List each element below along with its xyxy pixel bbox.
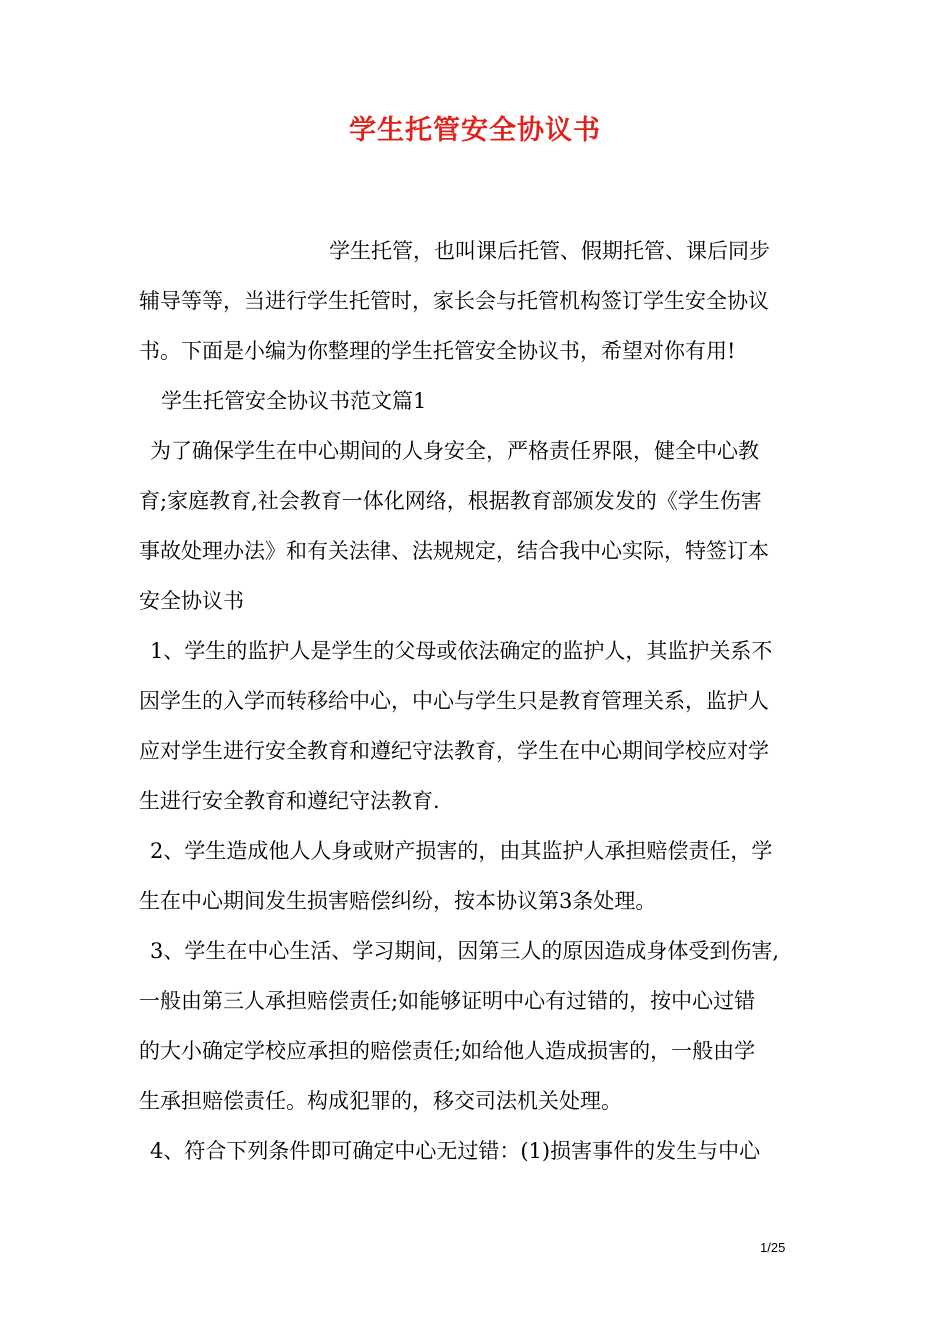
paragraph-line: 4、符合下列条件即可确定中心无过错：(1)损害事件的发生与中心: [150, 1139, 761, 1163]
paragraph-line: 生在中心期间发生损害赔偿纠纷，按本协议第3条处理。: [139, 889, 657, 913]
paragraph-line: 事故处理办法》和有关法律、法规规定，结合我中心实际，特签订本: [139, 539, 769, 563]
paragraph-line: 因学生的入学而转移给中心，中心与学生只是教育管理关系，监护人: [139, 689, 769, 713]
paragraph-line: 一般由第三人承担赔偿责任;如能够证明中心有过错的，按中心过错: [139, 989, 756, 1013]
paragraph-line: 书。下面是小编为你整理的学生托管安全协议书，希望对你有用!: [139, 339, 736, 363]
paragraph-line: 1、学生的监护人是学生的父母或依法确定的监护人，其监护关系不: [150, 639, 773, 663]
paragraph-line: 生进行安全教育和遵纪守法教育.: [139, 789, 440, 813]
paragraph-line: 3、学生在中心生活、学习期间，因第三人的原因造成身体受到伤害,: [150, 939, 780, 963]
paragraph-line: 应对学生进行安全教育和遵纪守法教育，学生在中心期间学校应对学: [139, 739, 769, 763]
paragraph-line: 的大小确定学校应承担的赔偿责任;如给他人造成损害的，一般由学: [139, 1039, 756, 1063]
paragraph-line: 为了确保学生在中心期间的人身安全，严格责任界限，健全中心教: [150, 439, 759, 463]
document-title: 学生托管安全协议书: [349, 115, 601, 146]
paragraph-line: 辅导等等，当进行学生托管时，家长会与托管机构签订学生安全协议: [139, 289, 769, 313]
paragraph-line: 安全协议书: [139, 589, 244, 613]
paragraph-line: 学生托管，也叫课后托管、假期托管、课后同步: [329, 239, 770, 263]
paragraph-line: 2、学生造成他人人身或财产损害的，由其监护人承担赔偿责任，学: [150, 839, 773, 863]
page-number: 1/25: [760, 1240, 786, 1255]
section-heading: 学生托管安全协议书范文篇1: [161, 389, 427, 413]
paragraph-line: 生承担赔偿责任。构成犯罪的，移交司法机关处理。: [139, 1089, 622, 1113]
paragraph-line: 育;家庭教育,社会教育一体化网络，根据教育部颁发发的《学生伤害: [139, 489, 762, 513]
